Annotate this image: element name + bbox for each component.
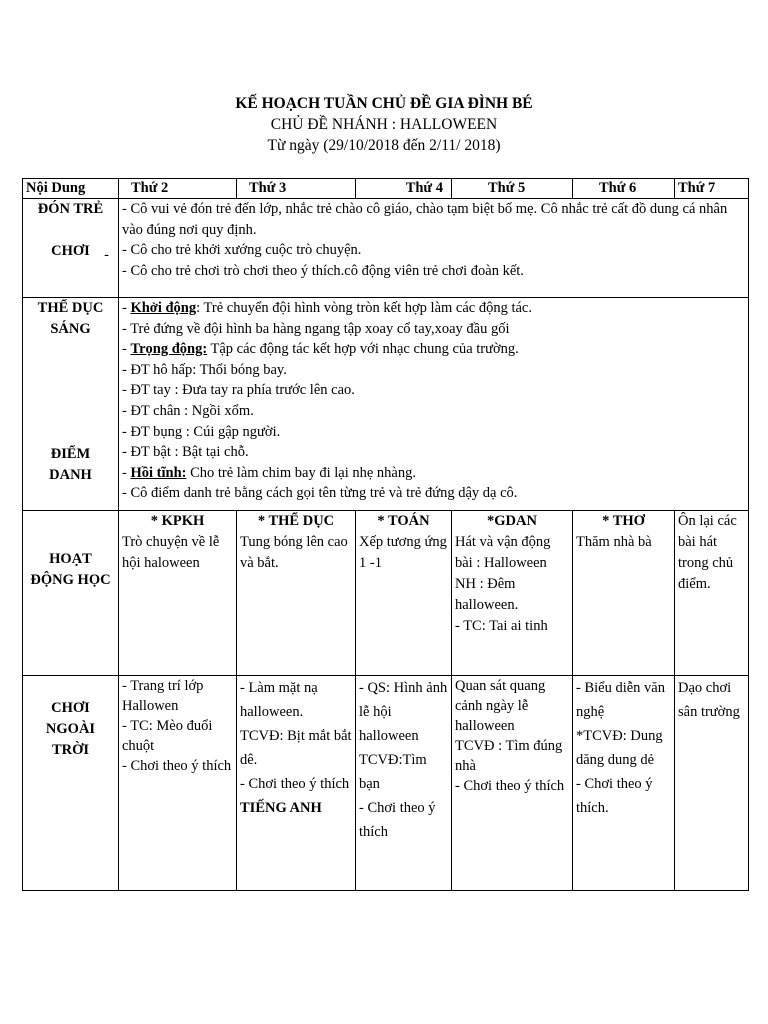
row-label-hoat-dong-hoc xyxy=(23,511,119,676)
don-tre-line-2: - Cô cho trẻ khởi xướng cuộc trò chuyện. xyxy=(122,242,362,259)
khoi-dong-label: Khởi động xyxy=(130,300,197,316)
row-don-tre xyxy=(23,199,749,298)
hdh-thu-4-title: * TOÁN xyxy=(377,513,430,529)
don-tre-line-1: - Cô vui vẻ đón trẻ đến lớp, nhắc trẻ chào cô giáo, chào tạm biệt bố mẹ. Cô nhắc trẻ cất đồ dung cá nhân vào đúng nơi quy định. xyxy=(122,201,728,238)
cnt-thu-5-line-3: - Chơi theo ý thích xyxy=(455,778,565,794)
row-the-duc-sang xyxy=(23,298,749,511)
exercise-1: - ĐT hô hấp: Thổi bóng bay. xyxy=(122,361,287,378)
hdh-thu-3-body: Tung bóng lên cao và bắt. xyxy=(240,534,348,571)
cnt-thu-5 xyxy=(452,676,573,891)
col-header-thu-5: Thứ 5 xyxy=(452,179,573,199)
hdh-thu-6-title: * THƠ xyxy=(602,513,645,529)
hdh-thu-5-title: *GDAN xyxy=(487,513,537,529)
label-hoat-dong-hoc: HOẠT ĐỘNG HỌC xyxy=(30,551,111,588)
cnt-thu-6 xyxy=(573,676,675,891)
row-label-don-tre xyxy=(23,199,119,298)
cnt-thu-4-line-3: - Chơi theo ý thích xyxy=(359,800,436,840)
trong-dong-line: - Trọng động: Tập các động tác kết hợp với nhạc chung của trường. xyxy=(122,341,519,358)
cnt-thu-6-line-2: *TCVĐ: Dung dăng dung dẻ xyxy=(576,728,663,768)
hoi-tinh-text: Cho trẻ làm chim bay đi lại nhẹ nhàng. xyxy=(186,464,416,481)
row-hoat-dong-hoc xyxy=(23,511,749,676)
content-don-tre xyxy=(119,199,749,298)
hdh-thu-5 xyxy=(452,511,573,676)
hdh-thu-3-title: * THỂ DỤC xyxy=(257,513,335,529)
hdh-thu-2-title: * KPKH xyxy=(150,513,205,529)
content-the-duc xyxy=(119,298,749,511)
label-choi-ngoai-troi: CHƠI NGOÀI TRỜI xyxy=(45,700,96,758)
exercise-3: - ĐT chân : Ngồi xổm. xyxy=(122,402,254,419)
label-diem-danh: ĐIỂM DANH xyxy=(49,446,92,483)
hdh-thu-4-body: Xếp tương ứng 1 -1 xyxy=(359,534,447,571)
label-the-duc-sang: THỂ DỤC SÁNG xyxy=(37,300,104,337)
cnt-thu-4 xyxy=(356,676,452,891)
cnt-thu-3-line-1: - Làm mặt nạ halloween. xyxy=(240,680,318,720)
trong-dong-text: Tập các động tác kết hợp với nhạc chung của trường. xyxy=(207,341,519,358)
exercise-4: - ĐT bụng : Cúi gập người. xyxy=(122,423,281,440)
doc-title: KẾ HOẠCH TUẦN CHỦ ĐỀ GIA ĐÌNH BÉ xyxy=(235,95,533,112)
hdh-thu-2-body: Trò chuyện về lễ hội haloween xyxy=(122,534,220,571)
col-header-noi-dung: Nội Dung xyxy=(23,179,119,199)
label-choi: CHƠI xyxy=(51,243,90,259)
trong-dong-label: Trọng động: xyxy=(130,341,208,358)
hdh-thu-7 xyxy=(675,511,749,676)
hoi-tinh-label: Hồi tĩnh: xyxy=(130,464,187,481)
header-row xyxy=(23,179,749,199)
diem-danh-line: - Cô điểm danh trẻ bằng cách gọi tên từng trẻ và trẻ đứng dậy dạ cô. xyxy=(122,485,518,502)
exercise-2: - ĐT tay : Đưa tay ra phía trước lên cao. xyxy=(122,382,355,399)
cnt-thu-5-line-1: Quan sát quang cảnh ngày lễ halloween xyxy=(455,678,546,734)
hdh-thu-3 xyxy=(237,511,356,676)
cnt-thu-4-line-1: - QS: Hình ảnh lễ hội halloween xyxy=(359,680,448,744)
hdh-thu-2 xyxy=(119,511,237,676)
khoi-dong-text: : Trẻ chuyển đội hình vòng tròn kết hợp làm các động tác. xyxy=(196,300,532,316)
hdh-thu-7-body: Ôn lại các bài hát trong chủ điểm. xyxy=(678,513,737,592)
cnt-thu-2-line-1: - Trang trí lớp Hallowen xyxy=(122,678,204,714)
cnt-thu-3 xyxy=(237,676,356,891)
hdh-thu-6-body: Thăm nhà bà xyxy=(576,534,652,550)
tieng-anh-label: TIẾNG ANH xyxy=(240,800,322,816)
cnt-thu-3-line-2: TCVĐ: Bịt mắt bắt dê. xyxy=(240,728,352,768)
cnt-thu-6-line-3: - Chơi theo ý thích. xyxy=(576,776,653,816)
doc-date-range: Từ ngày (29/10/2018 đến 2/11/ 2018) xyxy=(267,137,501,154)
col-header-thu-6: Thứ 6 xyxy=(573,179,675,199)
row-label-choi-ngoai-troi xyxy=(23,676,119,891)
col-header-thu-7: Thứ 7 xyxy=(675,179,749,199)
khoi-dong-line: - Khởi động: Trẻ chuyển đội hình vòng tròn kết hợp làm các động tác. xyxy=(122,300,532,316)
col-header-thu-2: Thứ 2 xyxy=(119,179,237,199)
the-duc-line-2: - Trẻ đứng về đội hình ba hàng ngang tập xoay cổ tay,xoay đầu gối xyxy=(122,320,510,337)
cnt-thu-6-line-1: - Biểu diễn văn nghệ xyxy=(576,680,665,720)
cnt-thu-7 xyxy=(675,676,749,891)
cnt-thu-2-line-3: - Chơi theo ý thích xyxy=(122,758,232,774)
row-choi-ngoai-troi xyxy=(23,676,749,891)
hdh-thu-4 xyxy=(356,511,452,676)
hoi-tinh-line: - Hồi tĩnh: Cho trẻ làm chim bay đi lại nhẹ nhàng. xyxy=(122,464,416,481)
label-don-tre: ĐÓN TRẺ xyxy=(37,201,104,217)
hdh-thu-5-body: Hát và vận động bài : Halloween NH : Đêm halloween. xyxy=(455,534,551,613)
label-dash: - xyxy=(104,247,109,263)
col-header-thu-3: Thứ 3 xyxy=(237,179,356,199)
title-block xyxy=(0,93,768,156)
cnt-thu-4-line-2: TCVĐ:Tìm bạn xyxy=(359,752,427,792)
hdh-thu-6 xyxy=(573,511,675,676)
cnt-thu-2 xyxy=(119,676,237,891)
col-header-thu-4: Thứ 4 xyxy=(356,179,452,199)
cnt-thu-3-line-3: - Chơi theo ý thích xyxy=(240,776,350,792)
don-tre-line-3: - Cô cho trẻ chơi trò chơi theo ý thích.cô động viên trẻ chơi đoàn kết. xyxy=(122,262,524,279)
row-label-the-duc xyxy=(23,298,119,511)
doc-subtitle: CHỦ ĐỀ NHÁNH : HALLOWEEN xyxy=(270,116,498,133)
cnt-thu-7-line-1: Dạo chơi sân trường xyxy=(678,680,740,720)
hdh-thu-5-extra: - TC: Tai ai tinh xyxy=(455,618,548,634)
cnt-thu-5-line-2: TCVĐ : Tìm đúng nhà xyxy=(455,738,563,774)
exercise-5: - ĐT bật : Bật tại chỗ. xyxy=(122,444,249,461)
weekly-plan-table xyxy=(22,178,749,891)
cnt-thu-2-line-2: - TC: Mèo đuổi chuột xyxy=(122,718,213,754)
